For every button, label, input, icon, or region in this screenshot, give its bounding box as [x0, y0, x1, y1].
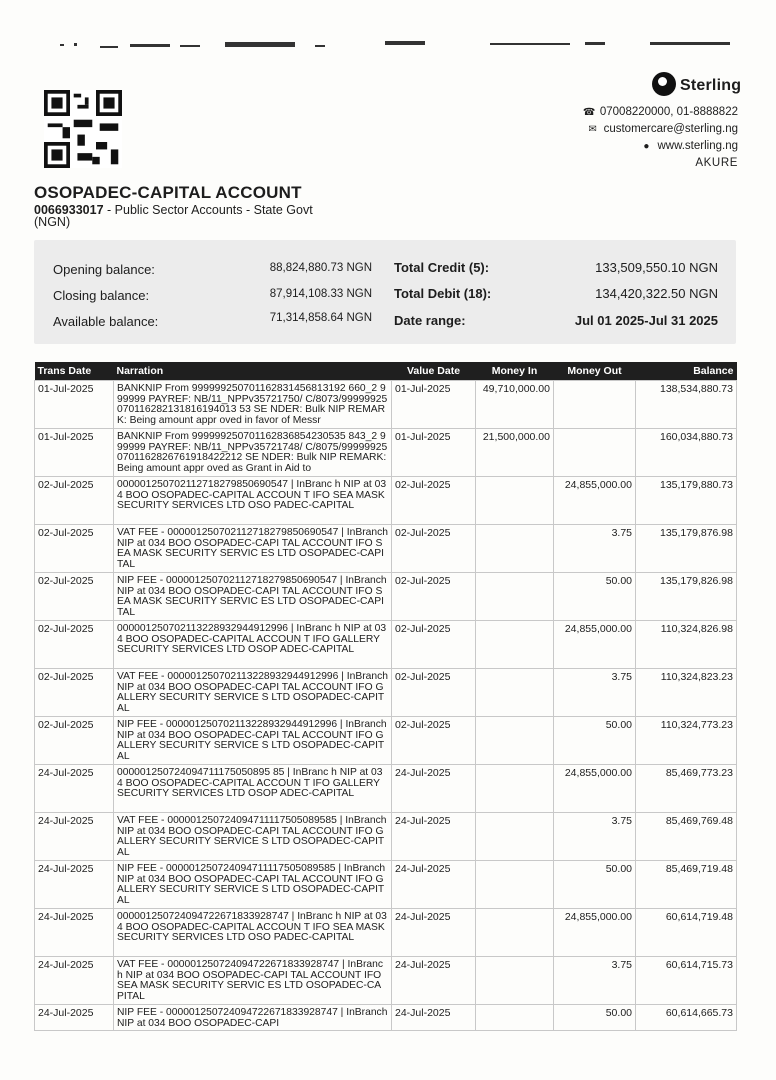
cell-trans-date: 02-Jul-2025: [35, 669, 114, 717]
cell-value-date: 24-Jul-2025: [392, 861, 476, 909]
date-range-label: Date range:: [394, 313, 466, 328]
cell-balance: 135,179,876.98: [636, 525, 737, 573]
cell-money-out: 50.00: [554, 1005, 636, 1031]
cell-narration: 000001250702113228932944912996 | InBranc h NIP at 034 BOO OSOPADEC-CAPITAL ACCOUN T IFO GALLERY SECURITY SERVICES LTD OSOP ADEC-CAPITAL: [114, 621, 392, 669]
cell-narration: VAT FEE - 000001250702112718279850690547 | InBranch NIP at 034 BOO OSOPADEC-CAPI TAL ACCOUNT IFO SEA MASK SECURITY SERVIC ES LTD OSOPADEC-CAPITAL: [114, 525, 392, 573]
table-row: [35, 957, 737, 1005]
cell-value-date: 01-Jul-2025: [392, 381, 476, 429]
cell-value-date: 24-Jul-2025: [392, 813, 476, 861]
cell-balance: 135,179,880.73: [636, 477, 737, 525]
table-row: [35, 525, 737, 573]
contact-phone: [583, 104, 738, 121]
cell-trans-date: 02-Jul-2025: [35, 477, 114, 525]
account-title: OSOPADEC-CAPITAL ACCOUNT: [34, 183, 302, 202]
cell-value-date: 24-Jul-2025: [392, 909, 476, 957]
cell-narration: 000001250702112718279850690547 | InBranc h NIP at 034 BOO OSOPADEC-CAPITAL ACCOUN T IFO SEA MASK SECURITY SERVICES LTD OSO PADEC-CAPITAL: [114, 477, 392, 525]
table-row: [35, 669, 737, 717]
cell-value-date: 01-Jul-2025: [392, 429, 476, 477]
cell-money-out: 24,855,000.00: [554, 477, 636, 525]
contact-phone-text: 07008220000, 01-8888822: [599, 106, 738, 118]
cell-money-out: 3.75: [554, 669, 636, 717]
cell-money-in: 21,500,000.00: [476, 429, 554, 477]
cell-money-out: 3.75: [554, 957, 636, 1005]
cell-trans-date: 02-Jul-2025: [35, 717, 114, 765]
cell-money-in: [476, 477, 554, 525]
cell-trans-date: 24-Jul-2025: [35, 765, 114, 813]
cell-money-out: 3.75: [554, 525, 636, 573]
account-subtitle: [34, 204, 414, 228]
cell-money-out: [554, 381, 636, 429]
cell-value-date: 24-Jul-2025: [392, 957, 476, 1005]
cell-value-date: 02-Jul-2025: [392, 525, 476, 573]
date-range-value: Jul 01 2025-Jul 31 2025: [574, 313, 718, 328]
table-row: [35, 621, 737, 669]
sterling-logo-icon: [652, 72, 676, 96]
account-currency: (NGN): [34, 215, 71, 229]
globe-icon: ●: [643, 141, 650, 152]
cell-trans-date: 02-Jul-2025: [35, 573, 114, 621]
cell-money-out: 50.00: [554, 573, 636, 621]
cell-narration: 000001250724094711175050895 85 | InBranc h NIP at 034 BOO OSOPADEC-CAPITAL ACCOUN T IFO GALLERY SECURITY SERVICES LTD OSOP ADEC-CAPITAL: [114, 765, 392, 813]
total-credit-value: 133,509,550.10 NGN: [595, 260, 718, 275]
branch-city: AKURE: [695, 157, 738, 169]
account-type: - Public Sector Accounts - State Govt: [107, 203, 313, 217]
cell-money-out: 50.00: [554, 861, 636, 909]
cell-narration: VAT FEE - 000001250724094711117505089585 | InBranch NIP at 034 BOO OSOPADEC-CAPI TAL ACCOUNT IFO GALLERY SECURITY SERVICE S LTD OSOPADEC-CAPITAL: [114, 813, 392, 861]
cell-trans-date: 24-Jul-2025: [35, 1005, 114, 1031]
cell-balance: 135,179,826.98: [636, 573, 737, 621]
header-money-out: Money Out: [554, 362, 636, 381]
available-balance-value: 71,314,858.64 NGN: [269, 312, 372, 324]
contact-email: [583, 121, 738, 138]
header-money-in: Money In: [476, 362, 554, 381]
table-header-row: [35, 362, 737, 381]
cell-narration: BANKNIP From 999999250701162836854230535 843_2 999999 PAYREF: NB/11_NPPv35721748/ C/8075/999999250701162826761918422212 SE NDER: Bulk NIP REMARK: Being amount appr oved as Grant in Aid to: [114, 429, 392, 477]
cell-value-date: 02-Jul-2025: [392, 669, 476, 717]
cell-balance: 110,324,823.23: [636, 669, 737, 717]
cell-trans-date: 24-Jul-2025: [35, 861, 114, 909]
cell-trans-date: 24-Jul-2025: [35, 957, 114, 1005]
cell-money-in: [476, 765, 554, 813]
contact-email-text: customercare@sterling.ng: [603, 123, 738, 135]
cell-money-in: [476, 813, 554, 861]
cell-money-out: 50.00: [554, 717, 636, 765]
cell-balance: 110,324,826.98: [636, 621, 737, 669]
table-row: [35, 477, 737, 525]
total-debit-value: 134,420,322.50 NGN: [595, 286, 718, 301]
table-row: [35, 717, 737, 765]
headset-icon: ☎: [582, 107, 596, 118]
cell-money-out: 24,855,000.00: [554, 909, 636, 957]
table-row: [35, 573, 737, 621]
account-number: 0066933017: [34, 203, 104, 217]
table-row: [35, 429, 737, 477]
cell-narration: 000001250724094722671833928747 | InBranc h NIP at 034 BOO OSOPADEC-CAPITAL ACCOUN T IFO SEA MASK SECURITY SERVICES LTD OSO PADEC-CAPITAL: [114, 909, 392, 957]
table-row: [35, 861, 737, 909]
cell-money-in: [476, 909, 554, 957]
cell-narration: VAT FEE - 000001250724094722671833928747 | InBranch NIP at 034 BOO OSOPADEC-CAPI TAL ACCOUNT IFO SEA MASK SECURITY SERVIC ES LTD OSOPADEC-CAPITAL: [114, 957, 392, 1005]
cell-money-out: 24,855,000.00: [554, 765, 636, 813]
table-row: [35, 909, 737, 957]
cell-balance: 160,034,880.73: [636, 429, 737, 477]
cell-money-in: [476, 669, 554, 717]
cell-value-date: 02-Jul-2025: [392, 477, 476, 525]
cell-balance: 110,324,773.23: [636, 717, 737, 765]
cell-money-out: 24,855,000.00: [554, 621, 636, 669]
header-trans-date: Trans Date: [35, 362, 114, 381]
cell-value-date: 02-Jul-2025: [392, 621, 476, 669]
cell-balance: 60,614,715.73: [636, 957, 737, 1005]
balance-summary: [34, 240, 736, 344]
cell-balance: 85,469,769.48: [636, 813, 737, 861]
transactions-table: [34, 362, 737, 1031]
cell-narration: VAT FEE - 000001250702113228932944912996 | InBranch NIP at 034 BOO OSOPADEC-CAPI TAL ACCOUNT IFO GALLERY SECURITY SERVICE S LTD OSOPADEC-CAPITAL: [114, 669, 392, 717]
cell-money-in: [476, 861, 554, 909]
mail-icon: ✉: [588, 124, 597, 135]
cell-money-in: [476, 621, 554, 669]
cell-balance: 85,469,719.48: [636, 861, 737, 909]
cell-balance: 60,614,719.48: [636, 909, 737, 957]
cell-balance: 138,534,880.73: [636, 381, 737, 429]
total-debit-label: Total Debit (18):: [394, 286, 492, 301]
cell-trans-date: 01-Jul-2025: [35, 429, 114, 477]
cell-value-date: 24-Jul-2025: [392, 1005, 476, 1031]
cell-narration: NIP FEE - 000001250702113228932944912996 | InBranch NIP at 034 BOO OSOPADEC-CAPI TAL ACCOUNT IFO GALLERY SECURITY SERVICE S LTD OSOPADEC-CAPITAL: [114, 717, 392, 765]
opening-balance-label: Opening balance:: [53, 262, 155, 277]
cell-value-date: 02-Jul-2025: [392, 717, 476, 765]
cell-money-in: [476, 1005, 554, 1031]
table-row: [35, 813, 737, 861]
cell-narration: NIP FEE - 000001250702112718279850690547 | InBranch NIP at 034 BOO OSOPADEC-CAPI TAL ACCOUNT IFO SEA MASK SECURITY SERVIC ES LTD OSOPADEC-CAPITAL: [114, 573, 392, 621]
header-balance: Balance: [636, 362, 737, 381]
cell-money-out: 3.75: [554, 813, 636, 861]
cell-value-date: 02-Jul-2025: [392, 573, 476, 621]
cell-money-in: 49,710,000.00: [476, 381, 554, 429]
cell-value-date: 24-Jul-2025: [392, 765, 476, 813]
closing-balance-value: 87,914,108.33 NGN: [269, 288, 372, 300]
table-row: [35, 381, 737, 429]
cell-narration: BANKNIP From 999999250701162831456813192 660_2 999999 PAYREF: NB/11_NPPv35721750/ C/8073/99999925070116282131816194013 53 SE NDER: Bulk NIP REMARK: Being amount appr oved in favor of Messr: [114, 381, 392, 429]
cell-trans-date: 02-Jul-2025: [35, 621, 114, 669]
bank-logo: [652, 72, 742, 98]
cell-balance: 60,614,665.73: [636, 1005, 737, 1031]
bank-name: Sterling: [680, 77, 742, 94]
cell-trans-date: 24-Jul-2025: [35, 813, 114, 861]
bank-contact-block: [583, 104, 738, 172]
total-credit-label: Total Credit (5):: [394, 260, 490, 275]
table-row: [35, 765, 737, 813]
cell-money-in: [476, 573, 554, 621]
cell-money-in: [476, 717, 554, 765]
opening-balance-value: 88,824,880.73 NGN: [269, 262, 372, 274]
cell-trans-date: 24-Jul-2025: [35, 909, 114, 957]
cell-money-out: [554, 429, 636, 477]
header-narration: Narration: [114, 362, 392, 381]
table-row: [35, 1005, 737, 1031]
closing-balance-label: Closing balance:: [53, 288, 150, 303]
cell-balance: 85,469,773.23: [636, 765, 737, 813]
cell-narration: NIP FEE - 000001250724094711117505089585 | InBranch NIP at 034 BOO OSOPADEC-CAPI TAL ACCOUNT IFO GALLERY SECURITY SERVICE S LTD OSOPADEC-CAPITAL: [114, 861, 392, 909]
cell-trans-date: 02-Jul-2025: [35, 525, 114, 573]
cell-money-in: [476, 525, 554, 573]
scan-noise-strip: [60, 38, 750, 52]
cell-narration: NIP FEE - 000001250724094722671833928747 | InBranch NIP at 034 BOO OSOPADEC-CAPI: [114, 1005, 392, 1031]
qr-code: [44, 90, 122, 168]
cell-trans-date: 01-Jul-2025: [35, 381, 114, 429]
contact-website: [583, 138, 738, 155]
header-value-date: Value Date: [392, 362, 476, 381]
contact-website-text: www.sterling.ng: [657, 140, 738, 152]
cell-money-in: [476, 957, 554, 1005]
available-balance-label: Available balance:: [53, 314, 159, 329]
